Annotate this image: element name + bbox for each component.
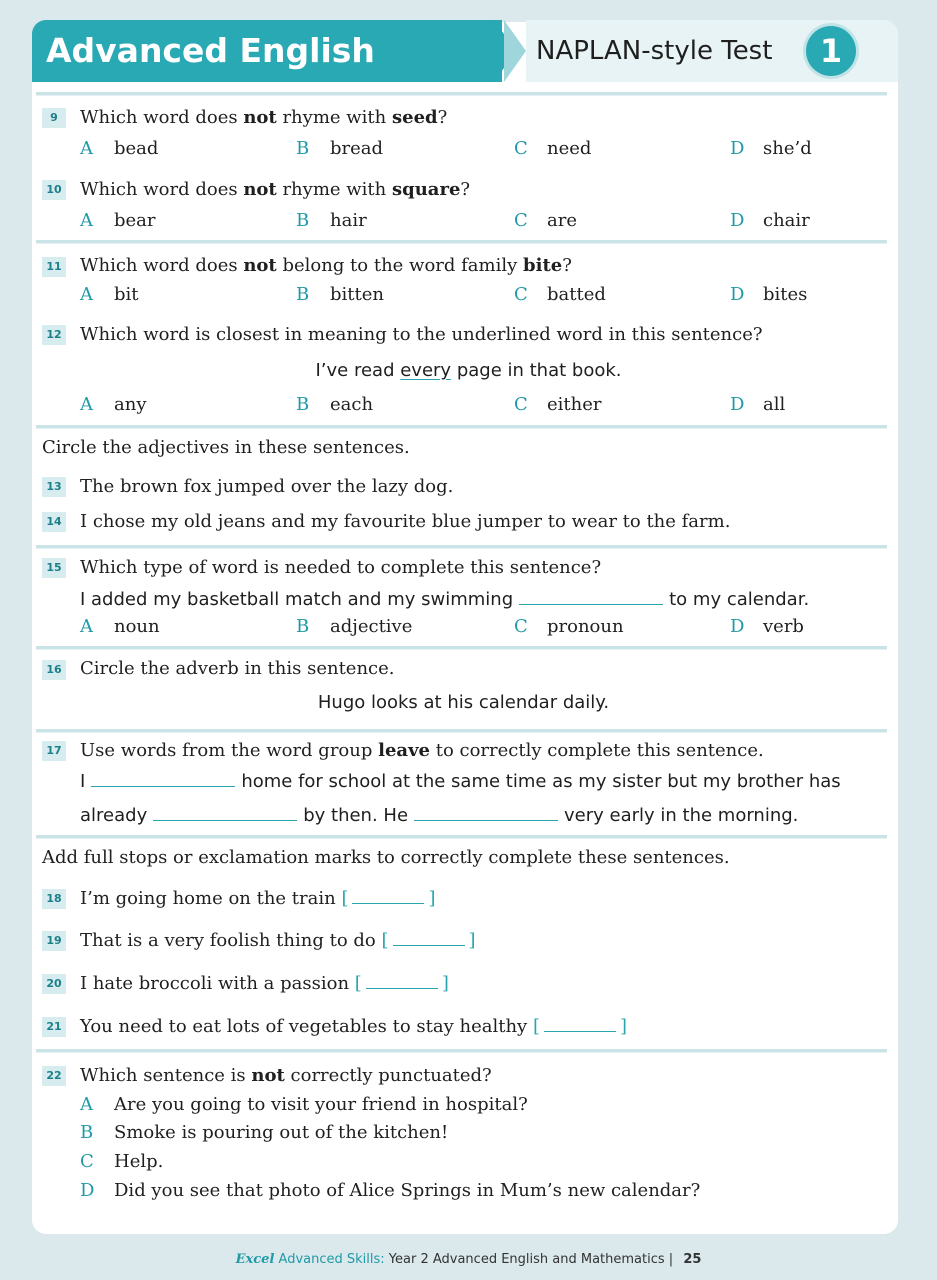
question-number: 10 xyxy=(42,180,66,200)
divider xyxy=(36,425,887,429)
option-letter: C xyxy=(514,138,528,159)
section-instruction: Add full stops or exclamation marks to correctly complete these sentences. xyxy=(42,847,730,868)
option-letter: D xyxy=(730,210,745,231)
divider xyxy=(36,240,887,244)
option-letter: C xyxy=(514,210,528,231)
question-number: 17 xyxy=(42,741,66,761)
option-letter: B xyxy=(296,284,310,305)
option-text: Did you see that photo of Alice Springs in Mum’s new calendar? xyxy=(114,1180,701,1201)
question-number: 19 xyxy=(42,931,66,951)
question-number: 13 xyxy=(42,477,66,497)
option-text: verb xyxy=(763,616,804,637)
option-text: noun xyxy=(114,616,160,637)
option-letter: B xyxy=(296,394,310,415)
option-letter: A xyxy=(80,1094,93,1115)
option-letter: C xyxy=(80,1151,94,1172)
option-text: bear xyxy=(114,210,156,231)
divider xyxy=(36,92,887,96)
question-text: I hate broccoli with a passion [ ] xyxy=(80,973,449,994)
option-letter: C xyxy=(514,284,528,305)
option-letter: B xyxy=(296,138,310,159)
question-text: Which word does not rhyme with seed? xyxy=(80,107,448,128)
option-letter: A xyxy=(80,394,93,415)
option-text: are xyxy=(547,210,577,231)
option-letter: D xyxy=(730,394,745,415)
option-letter: A xyxy=(80,284,93,305)
option-text: any xyxy=(114,394,147,415)
question-number: 18 xyxy=(42,889,66,909)
question-text: I chose my old jeans and my favourite blue jumper to wear to the farm. xyxy=(80,511,731,532)
question-number: 14 xyxy=(42,512,66,532)
question-number: 21 xyxy=(42,1017,66,1037)
page-footer xyxy=(0,1252,937,1267)
option-text: bread xyxy=(330,138,384,159)
question-text: Which word does not rhyme with square? xyxy=(80,179,471,200)
option-text: batted xyxy=(547,284,606,305)
option-letter: A xyxy=(80,210,93,231)
option-text: pronoun xyxy=(547,616,624,637)
section-instruction: Circle the adjectives in these sentences. xyxy=(42,437,410,458)
question-text: Circle the adverb in this sentence. xyxy=(80,658,395,679)
question-text: You need to eat lots of vegetables to stay healthy [ ] xyxy=(80,1016,628,1037)
question-text: Which word is closest in meaning to the underlined word in this sentence? xyxy=(80,324,763,345)
chevron-decoration-light xyxy=(504,20,526,82)
footer-separator: | xyxy=(668,1252,674,1267)
option-letter: A xyxy=(80,616,93,637)
option-text: Smoke is pouring out of the kitchen! xyxy=(114,1122,449,1143)
question-number: 22 xyxy=(42,1066,66,1086)
option-letter: C xyxy=(514,394,528,415)
option-text: bites xyxy=(763,284,808,305)
question-number: 20 xyxy=(42,974,66,994)
question-text: Use words from the word group leave to correctly complete this sentence. xyxy=(80,740,764,761)
option-text: adjective xyxy=(330,616,413,637)
divider xyxy=(36,646,887,650)
example-sentence: Hugo looks at his calendar daily. xyxy=(317,692,610,713)
question-number: 9 xyxy=(42,108,66,128)
option-text: bit xyxy=(114,284,139,305)
option-text: bead xyxy=(114,138,159,159)
question-number: 15 xyxy=(42,558,66,578)
question-text: Which word does not belong to the word family bite? xyxy=(80,255,572,276)
fill-sentence: I added my basketball match and my swimming to my calendar. xyxy=(80,589,810,610)
question-text: Which type of word is needed to complete this sentence? xyxy=(80,557,602,578)
question-number: 11 xyxy=(42,257,66,277)
option-letter: C xyxy=(514,616,528,637)
option-text: each xyxy=(330,394,374,415)
answer-blank[interactable] xyxy=(544,1017,616,1032)
divider xyxy=(36,729,887,733)
option-letter: D xyxy=(730,284,745,305)
answer-blank[interactable] xyxy=(352,889,424,904)
option-text: she’d xyxy=(763,138,812,159)
series-name: Advanced Skills: xyxy=(278,1252,385,1267)
fill-sentence-line-1: I home for school at the same time as my sister but my brother has xyxy=(80,771,841,792)
page-number: 25 xyxy=(683,1252,702,1267)
divider xyxy=(36,835,887,839)
question-text: I’m going home on the train [ ] xyxy=(80,888,436,909)
answer-blank[interactable] xyxy=(414,804,558,821)
test-number-badge: 1 xyxy=(806,26,856,76)
question-number: 16 xyxy=(42,660,66,680)
question-number: 12 xyxy=(42,325,66,345)
answer-blank[interactable] xyxy=(91,770,235,787)
option-text: Are you going to visit your friend in hospital? xyxy=(114,1094,528,1115)
answer-blank[interactable] xyxy=(393,931,465,946)
option-text: either xyxy=(547,394,602,415)
option-text: hair xyxy=(330,210,367,231)
divider xyxy=(36,1049,887,1053)
option-text: Help. xyxy=(114,1151,164,1172)
book-title: Year 2 Advanced English and Mathematics xyxy=(388,1252,665,1267)
option-letter: A xyxy=(80,138,93,159)
divider xyxy=(36,545,887,549)
answer-blank[interactable] xyxy=(366,974,438,989)
brand-name: Excel xyxy=(235,1252,275,1267)
option-letter: B xyxy=(80,1122,94,1143)
fill-sentence-line-2: already by then. He very early in the morning. xyxy=(80,805,799,826)
answer-blank[interactable] xyxy=(153,804,297,821)
option-letter: D xyxy=(730,616,745,637)
option-text: need xyxy=(547,138,592,159)
test-label-panel xyxy=(526,20,898,82)
page-header xyxy=(32,20,898,84)
option-text: all xyxy=(763,394,786,415)
test-label: NAPLAN-style Test xyxy=(536,36,773,66)
option-text: bitten xyxy=(330,284,384,305)
question-text: Which sentence is not correctly punctuated? xyxy=(80,1065,492,1086)
underlined-word: every xyxy=(400,360,452,381)
question-text: That is a very foolish thing to do [ ] xyxy=(80,930,476,951)
example-sentence: I’ve read every page in that book. xyxy=(315,360,622,381)
option-text: chair xyxy=(763,210,810,231)
option-letter: D xyxy=(80,1180,95,1201)
question-text: The brown fox jumped over the lazy dog. xyxy=(80,476,454,497)
answer-blank[interactable] xyxy=(519,588,663,605)
option-letter: D xyxy=(730,138,745,159)
option-letter: B xyxy=(296,210,310,231)
page-title: Advanced English xyxy=(32,20,502,82)
option-letter: B xyxy=(296,616,310,637)
